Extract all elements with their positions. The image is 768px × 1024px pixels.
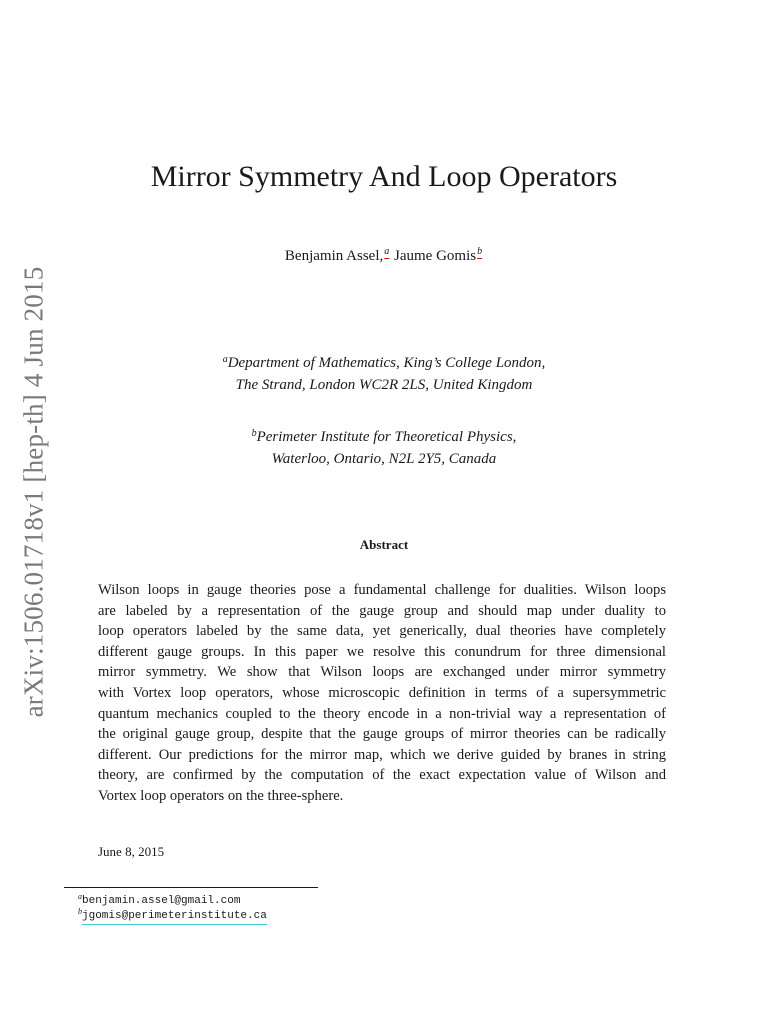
email-link[interactable]: benjamin.assel@gmail.com	[82, 895, 241, 907]
abstract-line: Wilson loops in gauge theories pose a fundamental challenge for dualities. Wilson loops	[98, 582, 666, 598]
footnote-a	[78, 892, 240, 907]
footnote-b	[78, 907, 267, 922]
footnote-mark: b	[78, 907, 82, 916]
abstract-line: different gauge groups. In this paper we resolve this conundrum for three dimensional	[98, 643, 666, 660]
affiliation-line: Waterloo, Ontario, N2L 2Y5, Canada	[271, 451, 497, 467]
paper-title: Mirror Symmetry And Loop Operators	[150, 160, 618, 193]
affiliation-mark: b	[251, 428, 257, 439]
abstract-line: Vortex loop operators on the three-sphere.	[98, 787, 344, 804]
author-affiliation-link[interactable]: a	[384, 246, 390, 257]
abstract-line: quantum mechanics coupled to the theory encode in a non-trivial way a representation of	[98, 705, 666, 722]
affiliation-line: Perimeter Institute for Theoretical Physics,	[256, 429, 517, 445]
footnote-mark: a	[78, 892, 82, 901]
affiliation-mark: a	[222, 354, 228, 365]
author-name: Benjamin Assel,	[284, 248, 384, 264]
email-link[interactable]: jgomis@perimeterinstitute.ca	[82, 910, 267, 925]
abstract-body	[98, 580, 666, 807]
affiliation-line: The Strand, London WC2R 2LS, United Kingdom	[235, 377, 533, 393]
abstract-line: are labeled by a representation of the gauge group and should map under duality to	[98, 602, 666, 619]
affiliation-b	[0, 426, 768, 470]
abstract-line: loop operators labeled by the same data, yet generically, dual theories have completely	[98, 623, 666, 640]
author-affiliation-link[interactable]: b	[477, 246, 483, 257]
abstract-line: different. Our predictions for the mirror map, which we derive guided by branes in string	[98, 746, 666, 763]
author-list	[0, 246, 768, 265]
abstract-heading: Abstract	[359, 537, 409, 552]
arxiv-stamp[interactable]: arXiv:1506.01718v1 [hep-th] 4 Jun 2015	[18, 266, 49, 718]
abstract-line: the original gauge group, despite that the gauge groups of mirror theories can be radically	[98, 726, 666, 743]
paper-date: June 8, 2015	[98, 844, 165, 859]
affiliation-a	[0, 352, 768, 396]
affiliation-line: Department of Mathematics, King’s College London,	[227, 355, 546, 371]
author-name: Jaume Gomis	[394, 248, 477, 264]
abstract-line: with Vortex loop operators, whose microscopic definition in terms of a supersymmetric	[98, 684, 666, 701]
abstract-line: mirror symmetry. We show that Wilson loops are exchanged under mirror symmetry	[98, 664, 666, 681]
footnote-rule	[64, 887, 318, 888]
abstract-line: theory, are confirmed by the computation of the exact expectation value of Wilson and	[98, 767, 666, 784]
